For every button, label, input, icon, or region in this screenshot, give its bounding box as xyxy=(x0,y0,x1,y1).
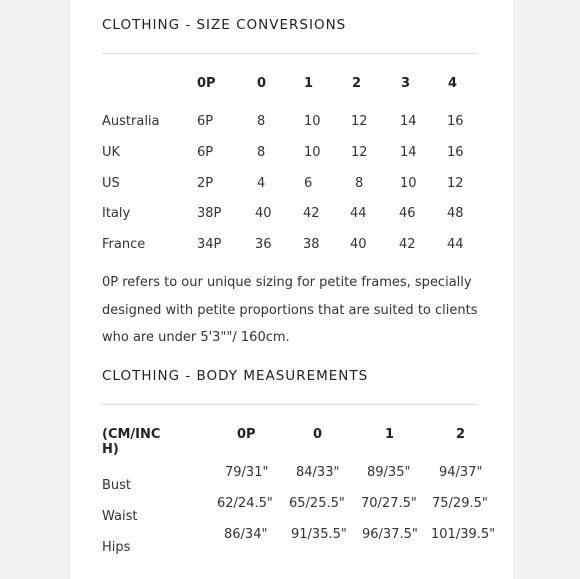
table-cell: 14 xyxy=(400,114,417,129)
table-cell: 70/27.5" xyxy=(361,496,417,511)
unit-header-line2: H) xyxy=(102,442,119,457)
country-label-france: France xyxy=(102,237,146,252)
table-cell: 94/37" xyxy=(439,465,483,480)
size-header-2: 2 xyxy=(352,76,362,91)
country-label-us: US xyxy=(102,176,120,191)
table-cell: 16 xyxy=(447,114,464,129)
table-cell: 8 xyxy=(257,145,266,160)
note-line: who are under 5'3""/ 160cm. xyxy=(102,330,290,345)
table-cell: 75/29.5" xyxy=(432,496,488,511)
measure-label-hips: Hips xyxy=(102,540,131,555)
size-conversions-heading: CLOTHING - SIZE CONVERSIONS xyxy=(102,17,347,33)
table-cell: 89/35" xyxy=(367,465,411,480)
table-cell: 86/34" xyxy=(224,527,268,542)
table-cell: 48 xyxy=(447,206,464,221)
measure-header-0: 0 xyxy=(313,427,323,442)
table-cell: 44 xyxy=(447,237,464,252)
petite-sizing-note xyxy=(102,269,482,352)
table-cell: 79/31" xyxy=(225,465,269,480)
size-header-0: 0 xyxy=(257,76,267,91)
table-cell: 12 xyxy=(351,114,368,129)
table-cell: 65/25.5" xyxy=(289,496,345,511)
table-cell: 8 xyxy=(355,176,364,191)
note-line: 0P refers to our unique sizing for petite frames, specially xyxy=(102,275,472,290)
size-guide-content xyxy=(70,0,496,579)
size-header-4: 4 xyxy=(448,76,458,91)
table-cell: 40 xyxy=(255,206,272,221)
measure-label-bust: Bust xyxy=(102,478,132,493)
table-cell: 46 xyxy=(399,206,416,221)
size-header-0p: 0P xyxy=(197,76,216,91)
country-label-australia: Australia xyxy=(102,114,160,129)
table-cell: 8 xyxy=(257,114,266,129)
section-divider xyxy=(102,53,478,54)
measure-header-1: 1 xyxy=(385,427,395,442)
note-line: designed with petite proportions that are suited to clients xyxy=(102,302,478,318)
table-cell: 84/33" xyxy=(296,465,340,480)
country-label-italy: Italy xyxy=(102,206,131,221)
size-guide-panel xyxy=(70,0,513,579)
section-divider xyxy=(102,404,478,405)
measure-header-2: 2 xyxy=(456,427,466,442)
table-cell: 38P xyxy=(197,206,222,221)
table-cell: 62/24.5" xyxy=(217,496,273,511)
table-cell: 36 xyxy=(255,237,272,252)
table-cell: 12 xyxy=(351,145,368,160)
table-cell: 34P xyxy=(197,237,222,252)
table-cell: 16 xyxy=(447,145,464,160)
table-cell: 44 xyxy=(350,206,367,221)
table-cell: 42 xyxy=(399,237,416,252)
body-measurements-heading: CLOTHING - BODY MEASUREMENTS xyxy=(102,368,369,384)
table-cell: 10 xyxy=(400,176,417,191)
table-cell: 6 xyxy=(304,176,313,191)
table-cell: 91/35.5" xyxy=(291,527,347,542)
measure-label-waist: Waist xyxy=(102,509,138,524)
table-cell: 40 xyxy=(350,237,367,252)
table-cell: 12 xyxy=(447,176,464,191)
table-cell: 14 xyxy=(400,145,417,160)
country-label-uk: UK xyxy=(102,145,121,160)
table-cell: 10 xyxy=(304,114,321,129)
table-cell: 96/37.5" xyxy=(362,527,418,542)
table-cell: 10 xyxy=(304,145,321,160)
table-cell: 4 xyxy=(257,176,266,191)
table-cell: 6P xyxy=(197,145,214,160)
table-cell: 101/39.5" xyxy=(431,527,496,542)
unit-header-line1: (CM/INC xyxy=(102,427,161,442)
table-cell: 38 xyxy=(303,237,320,252)
size-header-1: 1 xyxy=(304,76,314,91)
table-cell: 2P xyxy=(197,176,214,191)
table-cell: 6P xyxy=(197,114,214,129)
size-header-3: 3 xyxy=(401,76,411,91)
measure-header-0p: 0P xyxy=(237,427,256,442)
table-cell: 42 xyxy=(303,206,320,221)
